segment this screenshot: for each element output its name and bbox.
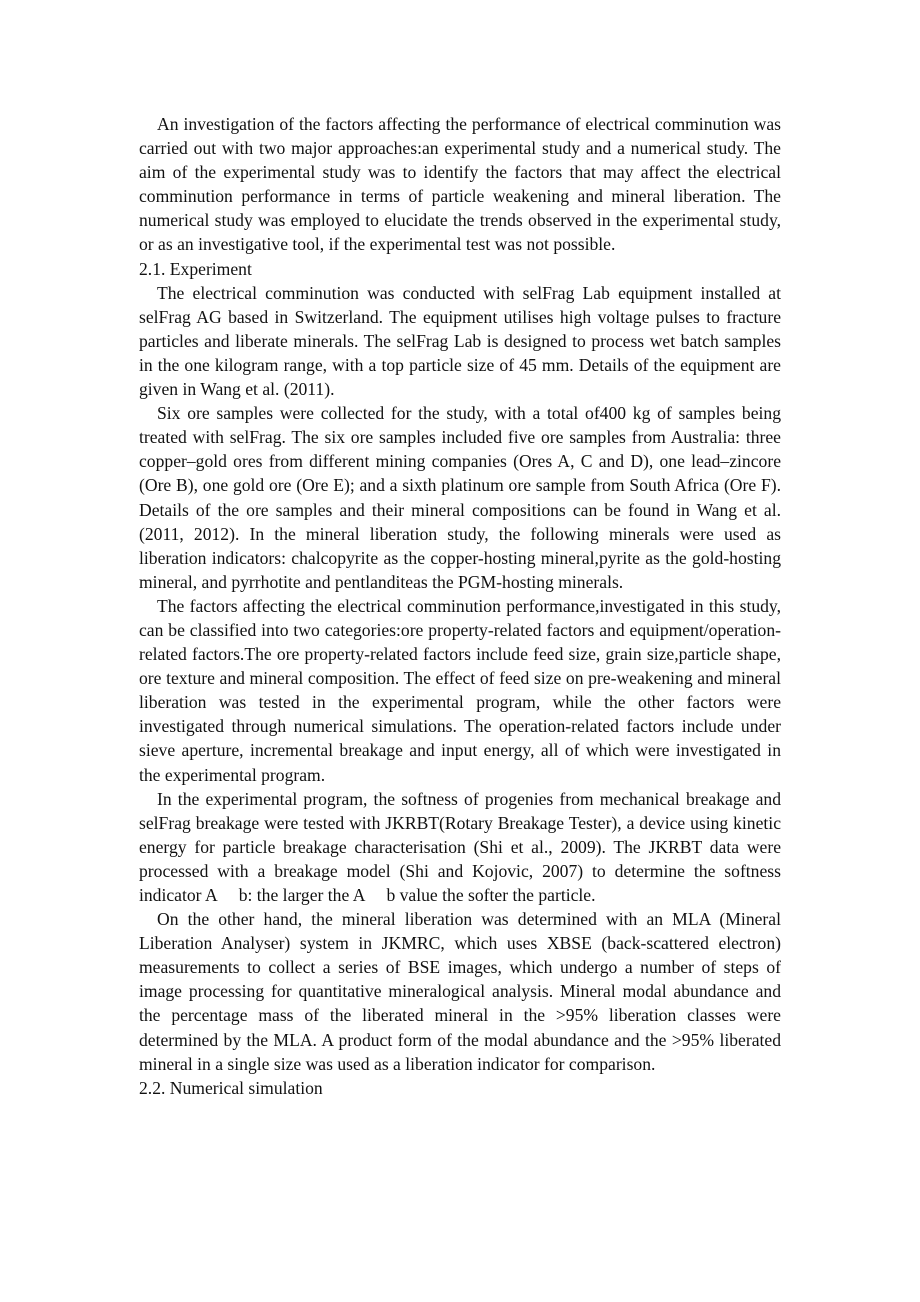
experiment-paragraph-factors: The factors affecting the electrical comminution performance,investigated in this study, can be classified into two categories:ore property-related factors and equipment/operation-related factors.The ore property-related factors include feed size, grain size,particle shape, ore texture and mineral composition. The effect of feed size on pre-weakening and mineral liberation was tested in the experimental program, while the other factors were investigated through numerical simulations. The operation-related factors include under sieve aperture, incremental breakage and input energy, all of which were investigated in the experimental program. xyxy=(139,595,781,785)
document-page xyxy=(139,112,781,1100)
experiment-paragraph-mla: On the other hand, the mineral liberation was determined with an MLA (Mineral Liberation Analyser) system in JKMRC, which uses XBSE (back-scattered electron) measurements to collect a series of BSE images, which undergo a number of steps of image processing for quantitative mineralogical analysis. Mineral modal abundance and the percentage mass of the liberated mineral in the >95% liberation classes were determined by the MLA. A product form of the modal abundance and the >95% liberated mineral in a single size was used as a liberation indicator for comparison. xyxy=(139,909,781,1074)
intro-paragraph: An investigation of the factors affecting the performance of electrical comminution was carried out with two major approaches:an experimental study and a numerical study. The aim of the experimental study was to identify the factors that may affect the electrical comminution performance in terms of particle weakening and mineral liberation. The numerical study was employed to elucidate the trends observed in the experimental study, or as an investigative tool, if the experimental test was not possible. xyxy=(139,114,781,255)
section-heading-numerical: 2.2. Numerical simulation xyxy=(139,1077,323,1098)
experiment-paragraph-samples: Six ore samples were collected for the study, with a total of400 kg of samples being treated with selFrag. The six ore samples included five ore samples from Australia: three copper–gold ores from different mining companies (Ores A, C and D), one lead–zincore (Ore B), one gold ore (Ore E); and a sixth platinum ore sample from South Africa (Ore F). Details of the ore samples and their mineral compositions can be found in Wang et al. (2011, 2012). In the mineral liberation study, the following minerals were used as liberation indicators: chalcopyrite as the copper-hosting mineral,pyrite as the gold-hosting mineral, and pyrrhotite and pentlanditeas the PGM-hosting minerals. xyxy=(139,403,781,592)
jkrbt-text-part-1: In the experimental program, the softness of progenies from mechanical breakage and selFrag breakage were tested with JKRBT(Rotary Breakage Tester), a device using kinetic energy for particle breakage characterisation (Shi et al., 2009). The JKRBT data were processed with a breakage model (Shi and Kojovic, 2007) to determine the softness indicator A xyxy=(139,788,781,905)
jkrbt-text-part-2: b: the larger the A xyxy=(238,885,365,905)
missing-symbol-gap xyxy=(364,885,386,905)
section-heading-experiment: 2.1. Experiment xyxy=(139,258,252,279)
experiment-paragraph-jkrbt xyxy=(139,787,781,907)
jkrbt-text-part-3: b value the softer the particle. xyxy=(386,885,596,905)
missing-symbol-gap xyxy=(217,885,239,905)
experiment-paragraph-equipment: The electrical comminution was conducted with selFrag Lab equipment installed at selFrag AG based in Switzerland. The equipment utilises high voltage pulses to fracture particles and liberate minerals. The selFrag Lab is designed to process wet batch samples in the one kilogram range, with a top particle size of 45 mm. Details of the equipment are given in Wang et al. (2011). xyxy=(139,282,781,400)
